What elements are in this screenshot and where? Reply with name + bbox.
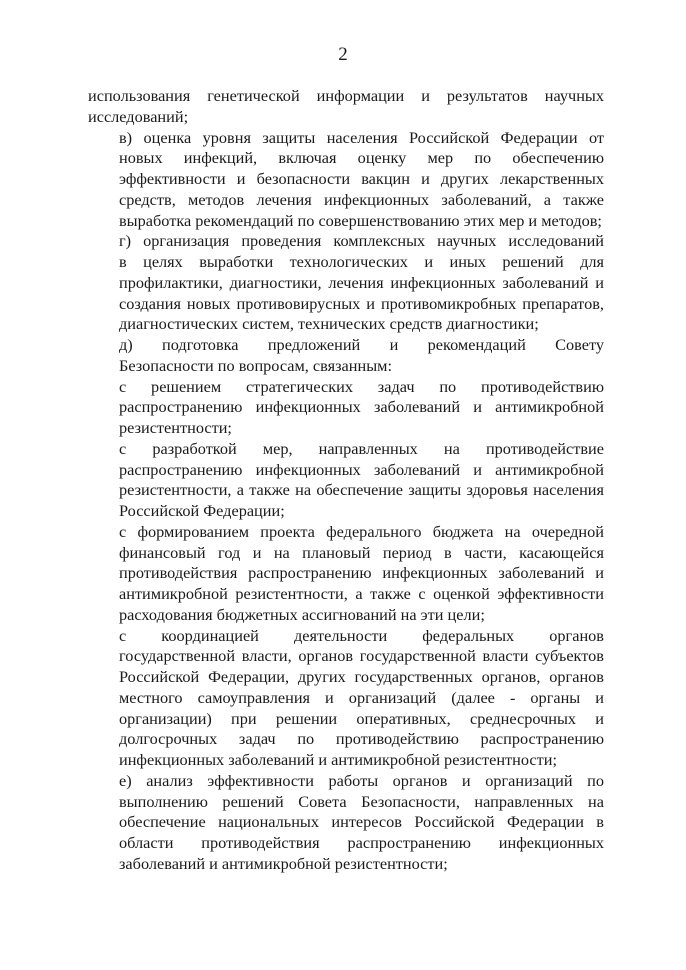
text-line: организации) при решении оперативных, среднесрочных и — [119, 708, 604, 728]
text-line: долгосрочных задач по противодействию распространению — [119, 729, 604, 749]
paragraph — [88, 626, 604, 771]
paragraph — [88, 231, 604, 335]
text-line: выработка рекомендаций по совершенствованию этих мер и методов; — [119, 210, 602, 230]
document-body — [88, 86, 604, 875]
text-line: эффективности и безопасности вакцин и других лекарственных — [119, 169, 604, 188]
text-line: распространению инфекционных заболеваний и антимикробной — [119, 459, 604, 479]
text-line: новых инфекций, включая оценку мер по обеспечению — [119, 148, 604, 168]
text-line: с формированием проекта федерального бюджета на очередной — [119, 521, 604, 541]
text-line: в целях выработки технологических и иных решений для — [119, 252, 604, 271]
text-line: создания новых противовирусных и противомикробных препаратов, — [119, 293, 604, 313]
text-line: антимикробной резистентности, а также с оценкой эффективности — [119, 584, 604, 603]
text-line: с решением стратегических задач по противодействию — [119, 376, 604, 396]
text-line: с разработкой мер, направленных на противодействие — [119, 438, 604, 458]
text-line: средств, методов лечения инфекционных заболеваний, а также — [119, 189, 604, 209]
text-line: диагностических систем, технических средств диагностики; — [119, 314, 539, 334]
text-line: с координацией деятельности федеральных органов — [119, 625, 604, 645]
text-line: резистентности; — [119, 418, 232, 437]
text-line: финансовый год и на плановый период в части, касающейся — [119, 542, 604, 562]
text-line: области противодействия распространению инфекционных — [119, 833, 604, 852]
text-line: е) анализ эффективности работы органов и организаций по — [119, 770, 604, 790]
text-line: обеспечение национальных интересов Российской Федерации в — [119, 812, 604, 832]
text-line: Безопасности по вопросам, связанным: — [119, 355, 392, 375]
paragraph — [88, 377, 604, 439]
text-line: Российской Федерации, других государственных органов, органов — [119, 667, 604, 686]
text-line: расходования бюджетных ассигнований на эти цели; — [119, 604, 485, 624]
paragraph — [88, 439, 604, 522]
text-line: противодействия распространению инфекционных заболеваний и — [119, 563, 604, 583]
text-line: местного самоуправления и организаций (далее - органы и — [119, 687, 604, 707]
text-line: резистентности, а также на обеспечение защиты здоровья населения — [119, 480, 604, 500]
paragraph — [88, 335, 604, 377]
text-line: профилактики, диагностики, лечения инфекционных заболеваний и — [119, 272, 604, 292]
text-line: исследований; — [88, 106, 189, 126]
paragraph — [88, 522, 604, 626]
paragraph — [88, 771, 604, 875]
text-line: заболеваний и антимикробной резистентности; — [119, 853, 448, 873]
text-line: инфекционных заболеваний и антимикробной резистентности; — [119, 750, 558, 769]
text-line: д) подготовка предложений и рекомендаций Совету — [119, 335, 604, 354]
text-line: г) организация проведения комплексных научных исследований — [119, 231, 604, 251]
text-line: в) оценка уровня защиты населения Российской Федерации от — [119, 127, 604, 147]
paragraph — [88, 86, 604, 128]
text-line: распространению инфекционных заболеваний и антимикробной — [119, 397, 604, 417]
paragraph — [88, 128, 604, 232]
text-line: использования генетической информации и результатов научных — [88, 86, 604, 105]
text-line: выполнению решений Совета Безопасности, направленных на — [119, 791, 604, 811]
text-line: государственной власти, органов государственной власти субъектов — [119, 646, 604, 666]
page-number: 2 — [338, 44, 348, 65]
text-line: Российской Федерации; — [119, 501, 285, 520]
